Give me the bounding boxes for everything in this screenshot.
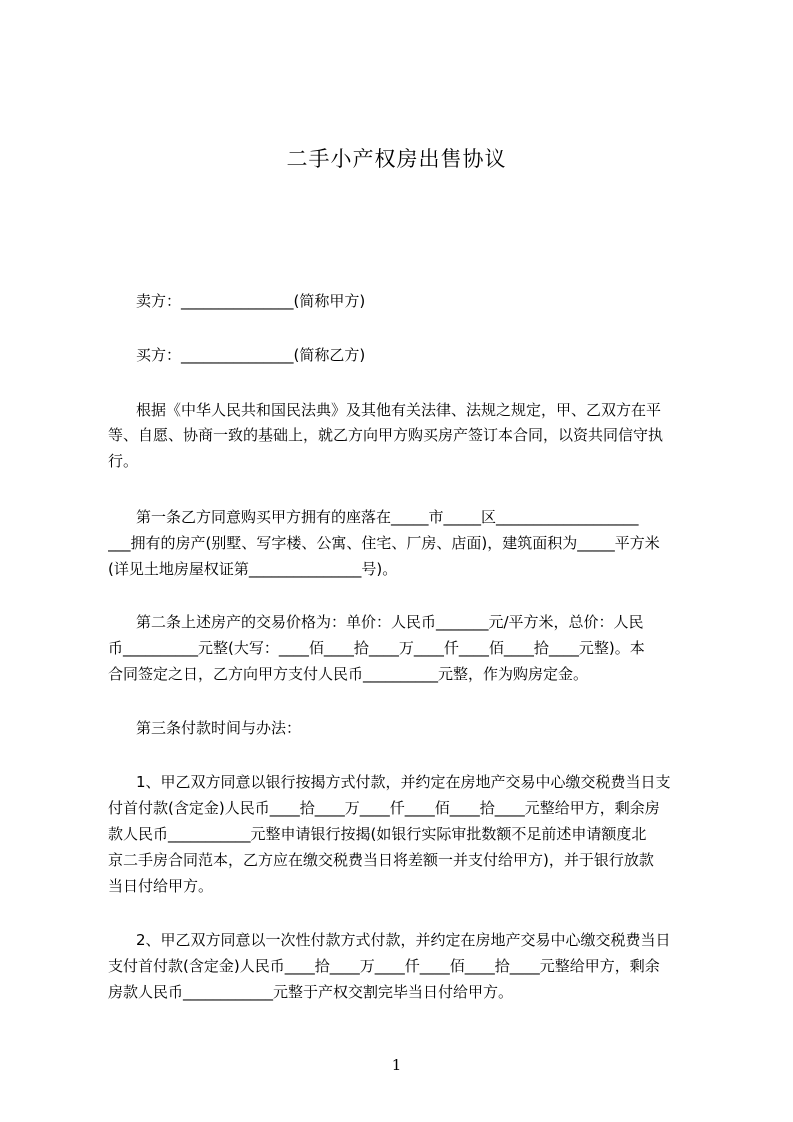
page-number: 1	[391, 1056, 402, 1074]
clause2-line: 房款人民币____________元整于产权交割完毕当日付给甲方。	[108, 983, 514, 1001]
clause1-line: 付首付款(含定金)人民币____拾____万____仟____佰____拾____元整给甲方，剩余房	[108, 799, 660, 817]
preamble-line: 行。	[108, 452, 139, 470]
clause1-line: 1、甲乙双方同意以银行按揭方式付款，并约定在房地产交易中心缴交税费当日支	[136, 773, 671, 791]
preamble-line: 等、自愿、协商一致的基础上，就乙方向甲方购买房产签订本合同，以资共同信守执	[108, 426, 664, 444]
article1-line: ___拥有的房产(别墅、写字楼、公寓、住宅、厂房、店面)，建筑面积为_____平方米	[108, 534, 660, 552]
clause1-line: 京二手房合同范本，乙方应在缴交税费当日将差额一并支付给甲方)，并于银行放款	[108, 851, 654, 869]
preamble-line: 根据《中华人民共和国民法典》及其他有关法律、法规之规定，甲、乙双方在平	[136, 401, 662, 419]
clause2-line: 支付首付款(含定金)人民币____拾____万____仟____佰____拾____元整给甲方，剩余	[108, 957, 660, 975]
article2-line: 第二条上述房产的交易价格为：单价：人民币_______元/平方米，总价：人民	[136, 613, 644, 631]
article2-line: 合同签定之日，乙方向甲方支付人民币__________元整，作为购房定金。	[108, 665, 589, 683]
article3-title: 第三条付款时间与办法：	[136, 719, 302, 737]
document-title: 二手小产权房出售协议	[286, 147, 507, 171]
clause1-line: 款人民币___________元整申请银行按揭(如银行实际审批数额不足前述申请额度北	[108, 825, 647, 843]
article1-line: (详见土地房屋权证第_______________号)。	[108, 560, 398, 578]
clause1-line: 当日付给甲方。	[108, 877, 214, 895]
article1-line: 第一条乙方同意购买甲方拥有的座落在_____市_____区___________________	[136, 508, 639, 526]
clause2-line: 2、甲乙双方同意以一次性付款方式付款，并约定在房地产交易中心缴交税费当日	[136, 931, 671, 949]
seller-line: 卖方：_______________(简称甲方)	[136, 292, 366, 310]
buyer-line: 买方：_______________(简称乙方)	[136, 346, 366, 364]
article2-line: 币__________元整(大写：____佰____拾____万____仟____佰____拾____元整)。本	[108, 639, 645, 657]
